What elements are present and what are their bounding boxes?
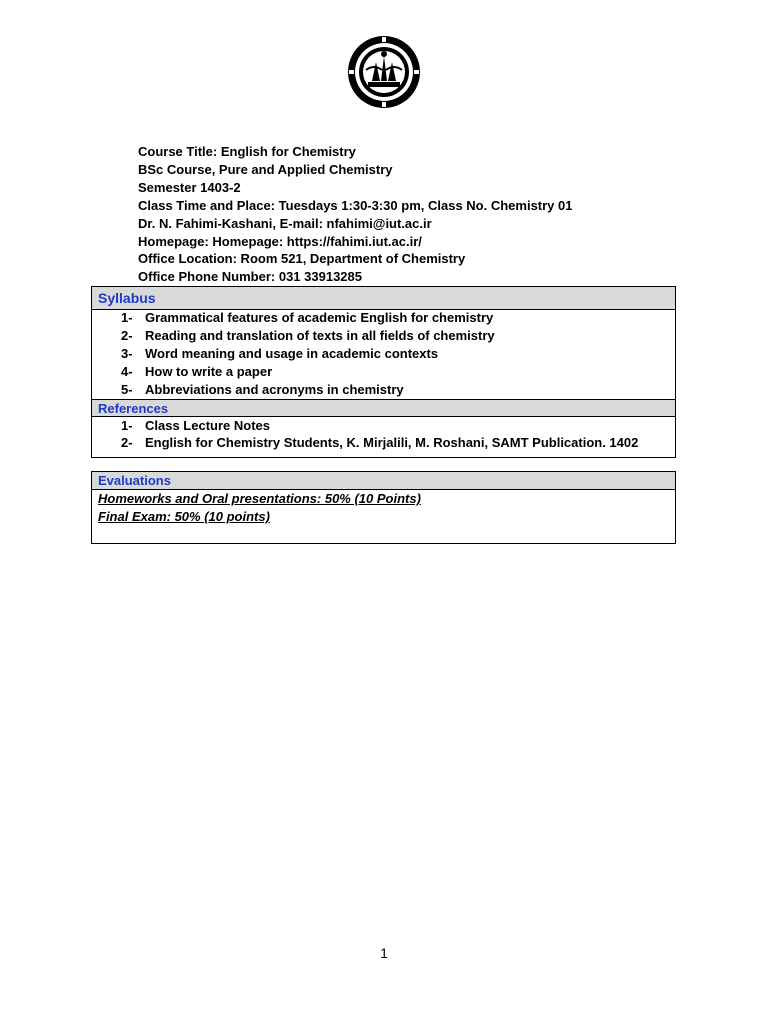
course-program: BSc Course, Pure and Applied Chemistry (138, 161, 393, 177)
evaluations-heading: Evaluations (92, 472, 675, 490)
syllabus-references-table (91, 286, 676, 458)
evaluations-table (91, 471, 676, 544)
instructor-contact: Dr. N. Fahimi-Kashani, E-mail: nfahimi@iut.ac.ir (138, 215, 432, 231)
office-location: Office Location: Room 521, Department of Chemistry (138, 251, 466, 267)
list-text: English for Chemistry Students, K. Mirjalili, M. Roshani, SAMT Publication. 1402 (145, 435, 639, 451)
office-phone: Office Phone Number: 031 33913285 (138, 269, 362, 285)
list-number: 4- (121, 363, 133, 379)
list-text: Reading and translation of texts in all fields of chemistry (145, 327, 495, 343)
homepage-line: Homepage: Homepage: https://fahimi.iut.ac.ir/ (138, 233, 422, 249)
list-text: Word meaning and usage in academic contexts (145, 345, 439, 361)
list-item (92, 363, 675, 381)
course-semester: Semester 1403-2 (138, 179, 241, 195)
list-item (92, 417, 675, 435)
list-text: Abbreviations and acronyms in chemistry (145, 381, 404, 397)
syllabus-heading: Syllabus (92, 287, 675, 310)
list-text: Class Lecture Notes (145, 417, 270, 433)
list-item (92, 381, 675, 399)
references-heading: References (92, 399, 675, 417)
list-number: 1- (121, 417, 133, 433)
syllabus-list (92, 309, 675, 399)
list-text: Grammatical features of academic English for chemistry (145, 310, 494, 325)
list-number: 5- (121, 381, 133, 397)
evaluation-homework: Homeworks and Oral presentations: 50% (10 Points) (98, 491, 421, 506)
list-number: 3- (121, 345, 133, 361)
list-number: 1- (121, 310, 133, 325)
references-list (92, 417, 675, 453)
list-item (92, 434, 675, 452)
page-number: 1 (380, 945, 388, 961)
university-emblem-icon (346, 34, 422, 110)
class-time-place: Class Time and Place: Tuesdays 1:30-3:30 pm, Class No. Chemistry 01 (138, 197, 573, 213)
list-text: How to write a paper (145, 363, 273, 379)
course-info-header (138, 143, 572, 286)
course-title: Course Title: English for Chemistry (138, 144, 356, 159)
list-item (92, 309, 675, 327)
list-item (92, 345, 675, 363)
list-item (92, 327, 675, 345)
evaluation-final-exam: Final Exam: 50% (10 points) (98, 509, 270, 524)
list-number: 2- (121, 435, 133, 451)
list-number: 2- (121, 327, 133, 343)
